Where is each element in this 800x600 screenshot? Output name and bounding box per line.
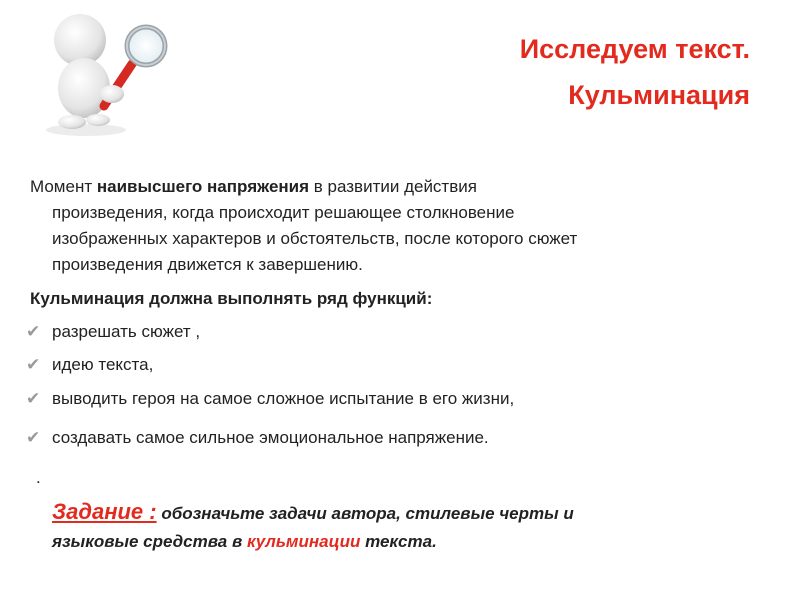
function-item: создавать самое сильное эмоциональное напряжение. <box>52 428 489 447</box>
separator-dot: . <box>36 468 41 487</box>
definition-line1-rest: в развитии действия <box>309 177 477 196</box>
task-text-1: обозначьте задачи автора, стилевые черты и <box>156 504 574 523</box>
definition-paragraph <box>30 174 730 278</box>
check-mark-icon: ✔ <box>26 389 41 408</box>
definition-line-3: изображенных характеров и обстоятельств, после которого сюжет <box>52 229 578 248</box>
task-paragraph <box>52 498 752 556</box>
definition-prefix: Момент <box>30 177 97 196</box>
functions-heading: Кульминация должна выполнять ряд функций: <box>30 289 433 308</box>
function-item: идею текста, <box>52 355 154 374</box>
definition-line-4: произведения движется к завершению. <box>52 255 363 274</box>
slide-title-line-1: Исследуем текст. <box>519 34 750 64</box>
check-mark-icon: ✔ <box>26 322 41 341</box>
task-label: Задание : <box>52 499 157 524</box>
task-text-2: языковые средства в <box>52 532 247 551</box>
check-mark-icon: ✔ <box>26 355 41 374</box>
slide-title-line-2: Кульминация <box>568 80 750 110</box>
function-item: выводить героя на самое сложное испытание в его жизни, <box>52 389 515 408</box>
check-mark-icon: ✔ <box>26 428 41 447</box>
definition-bold-term: наивысшего напряжения <box>96 177 310 196</box>
task-highlight: кульминации <box>246 532 361 551</box>
function-item: разрешать сюжет , <box>52 322 201 341</box>
character-magnifier-illustration <box>28 6 168 138</box>
task-text-3: текста. <box>360 532 437 551</box>
definition-line-2: произведения, когда происходит решающее столкновение <box>52 203 515 222</box>
